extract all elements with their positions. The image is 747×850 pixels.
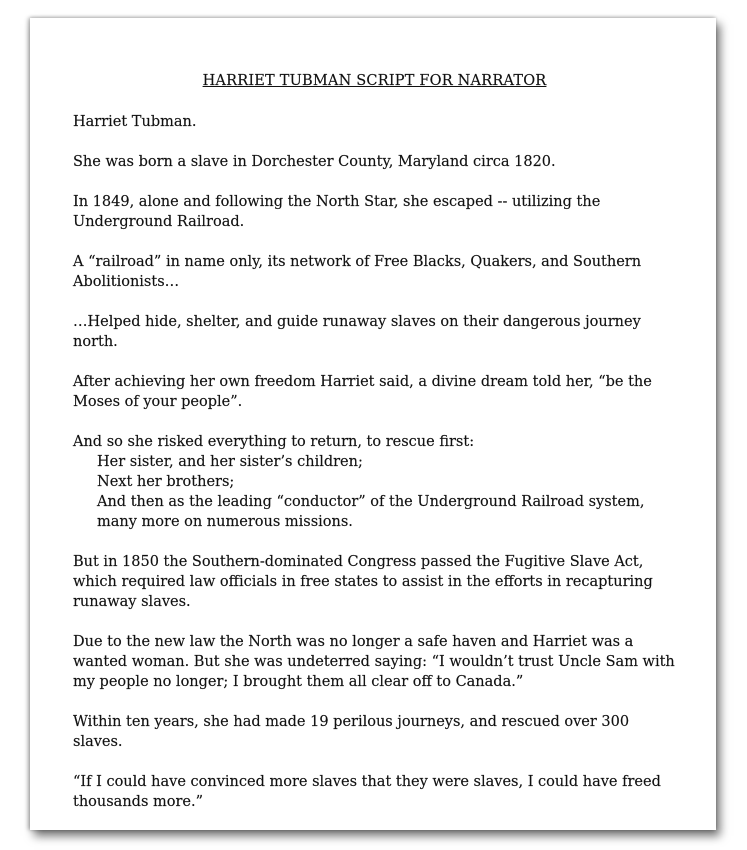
paragraph-escape: In 1849, alone and following the North Star, she escaped -- utilizing the Underground Railroad. <box>73 194 601 230</box>
rescue-list-item: Her sister, and her sister’s children; <box>97 454 363 470</box>
paragraph-moses: After achieving her own freedom Harriet said, a divine dream told her, “be the Moses of your people”. <box>73 374 652 410</box>
document-title: HARRIET TUBMAN SCRIPT FOR NARRATOR <box>202 73 547 89</box>
paragraph-name: Harriet Tubman. <box>73 114 197 130</box>
paragraph-new-law: Due to the new law the North was no longer a safe haven and Harriet was a wanted woman. But she was undeterred saying: “I wouldn’t trust Uncle Sam with my people no longer; I brought them all clear off to Canada.” <box>73 634 675 690</box>
document-page <box>30 18 716 830</box>
rescue-list-item: Next her brothers; <box>97 474 235 490</box>
paragraph-fugitive-act: But in 1850 the Southern-dominated Congress passed the Fugitive Slave Act, which required law officials in free states to assist in the efforts in recapturing runaway slaves. <box>73 554 653 610</box>
paragraph-journeys: Within ten years, she had made 19 perilous journeys, and rescued over 300 slaves. <box>73 714 630 750</box>
paragraph-helped: …Helped hide, shelter, and guide runaway slaves on their dangerous journey north. <box>73 314 641 350</box>
rescue-list <box>97 452 676 532</box>
rescue-list-item: And then as the leading “conductor” of the Underground Railroad system, many more on numerous missions. <box>97 494 645 530</box>
paragraph-quote: “If I could have convinced more slaves that they were slaves, I could have freed thousands more.” <box>73 774 661 810</box>
paragraph-railroad: A “railroad” in name only, its network of Free Blacks, Quakers, and Southern Abolitionists… <box>73 254 642 290</box>
paragraph-rescue-intro: And so she risked everything to return, to rescue first: <box>73 434 475 450</box>
paragraph-birth: She was born a slave in Dorchester County, Maryland circa 1820. <box>73 154 556 170</box>
